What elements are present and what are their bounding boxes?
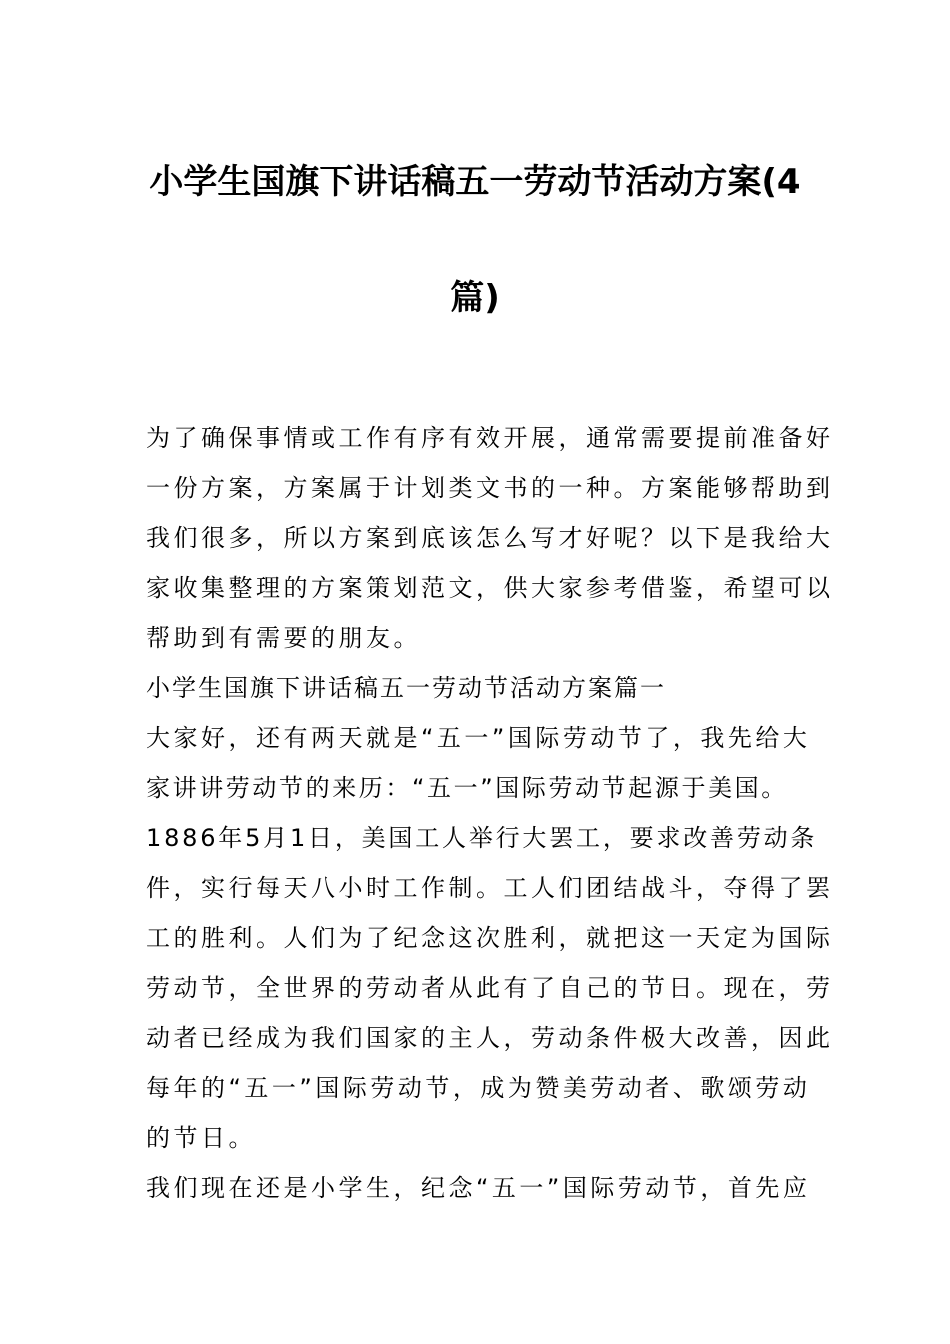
speech-line: 每年的“五一”国际劳动节，成为赞美劳动者、歌颂劳动 (146, 1074, 811, 1102)
speech-line: 家讲讲劳动节的来历：“五一”国际劳动节起源于美国。 (146, 774, 788, 802)
document-title-line-1: 小学生国旗下讲话稿五一劳动节活动方案(4 (149, 162, 801, 202)
speech-line: 大家好，还有两天就是“五一”国际劳动节了，我先给大 (146, 724, 811, 752)
speech-line: 劳动节，全世界的劳动者从此有了自己的节日。现在，劳 (146, 974, 834, 1002)
speech-line: 件，实行每天八小时工作制。工人们团结战斗，夺得了罢 (146, 874, 834, 902)
intro-line: 为了确保事情或工作有序有效开展，通常需要提前准备好 (146, 424, 834, 452)
speech-line: 工的胜利。人们为了纪念这次胜利，就把这一天定为国际 (146, 924, 834, 952)
intro-line: 帮助到有需要的朋友。 (146, 624, 421, 652)
document-title-line-2: 篇) (450, 278, 500, 318)
intro-line: 我们很多，所以方案到底该怎么写才好呢？以下是我给大 (146, 524, 834, 552)
speech-line: 1886年5月1日，美国工人举行大罢工，要求改善劳动条 (146, 824, 818, 852)
closing-line: 我们现在还是小学生，纪念“五一”国际劳动节，首先应 (146, 1174, 811, 1202)
speech-line: 动者已经成为我们国家的主人，劳动条件极大改善，因此 (146, 1024, 834, 1052)
intro-line: 家收集整理的方案策划范文，供大家参考借鉴，希望可以 (146, 574, 834, 602)
intro-line: 一份方案，方案属于计划类文书的一种。方案能够帮助到 (146, 474, 834, 502)
speech-line: 的节日。 (146, 1124, 256, 1152)
section-heading: 小学生国旗下讲话稿五一劳动节活动方案篇一 (146, 674, 666, 702)
